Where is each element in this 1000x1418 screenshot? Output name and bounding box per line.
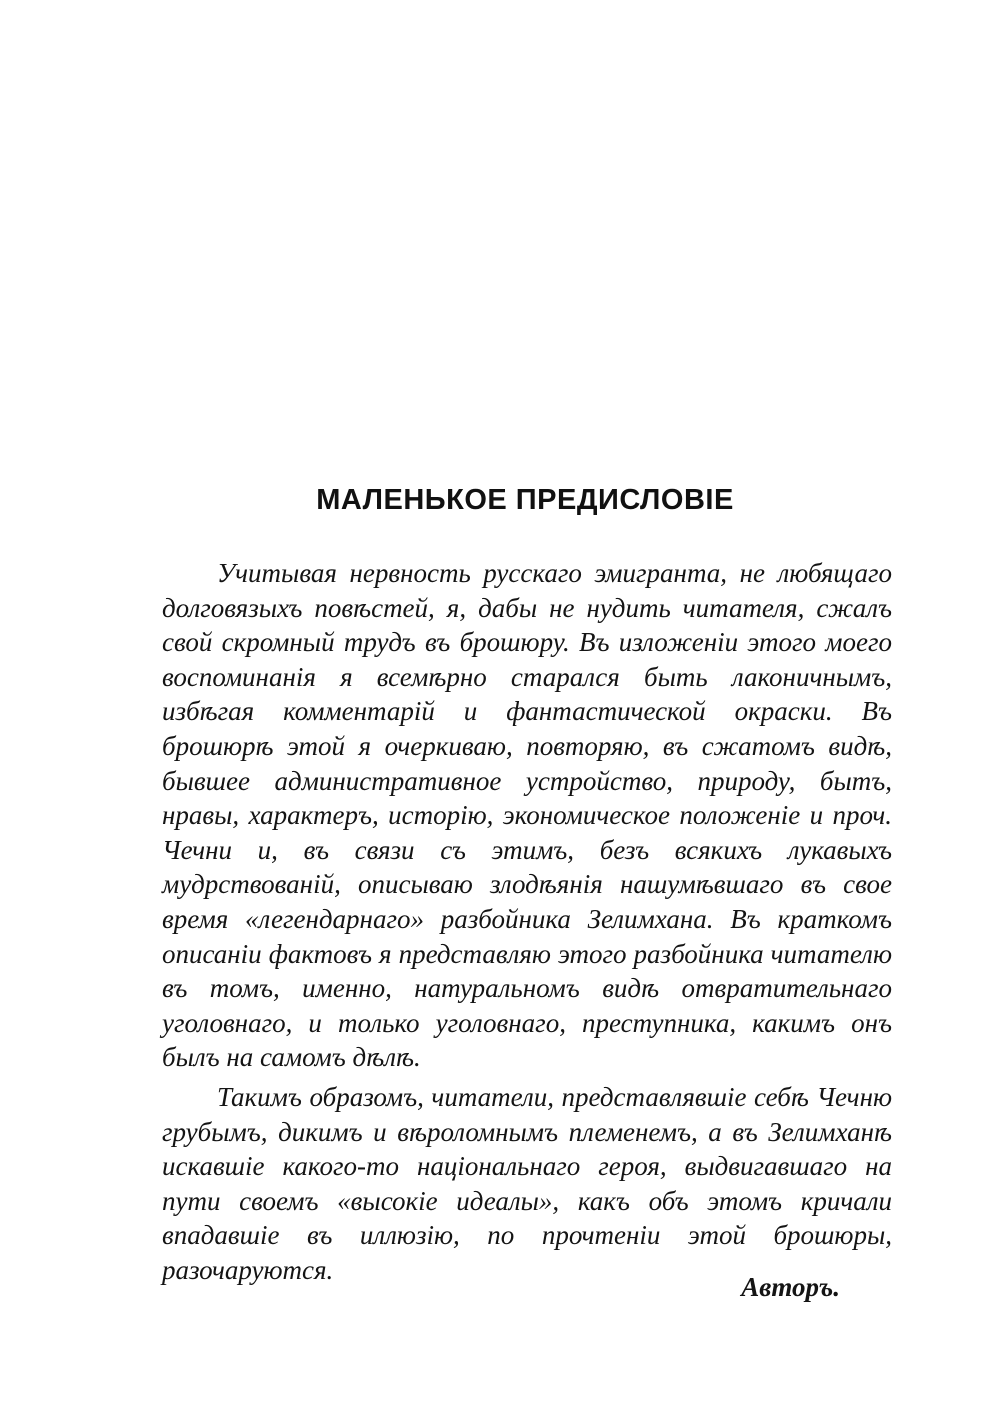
page-title: МАЛЕНЬКОЕ ПРЕДИСЛОВІЕ (316, 484, 734, 516)
paragraph-1: Учитывая нервность русскаго эмигранта, не любящаго долговязыхъ повѣстей, я, дабы не нудить читателя, сжалъ свой скромный трудъ въ брошюру. Въ изложеніи этого моего воспоминанія я всемѣрно старался быть лаконичнымъ, избѣгая комментарій и фантастической окраски. Въ брошюрѣ этой я очеркиваю, повторяю, въ сжатомъ видѣ, бывшее административное устройство, природу, бытъ, нравы, характеръ, исторію, экономическое положеніе и проч. Чечни и, въ связи съ этимъ, безъ всякихъ лукавыхъ мудрствованій, описываю злодѣянія нашумѣвшаго въ свое время «легендарнаго» разбойника Зелимхана. Въ краткомъ описаніи фактовъ я представляю этого разбойника читателю въ томъ, именно, натуральномъ видѣ отвратительнаго уголовнаго, и только уголовнаго, преступника, какимъ онъ былъ на самомъ дѣлѣ. (162, 558, 892, 1073)
author-signature: Авторъ. (741, 1272, 840, 1302)
preface-body (162, 556, 892, 1287)
paragraph-2: Такимъ образомъ, читатели, представлявшіе себѣ Чечню грубымъ, дикимъ и вѣроломнымъ племенемъ, а въ Зелимханѣ искавшіе какого-то національнаго героя, выдвигавшаго на пути своемъ «высокіе идеалы», какъ объ этомъ кричали впадавшіе въ иллюзію, по прочтеніи этой брошюры, разочаруются. (162, 1081, 892, 1285)
